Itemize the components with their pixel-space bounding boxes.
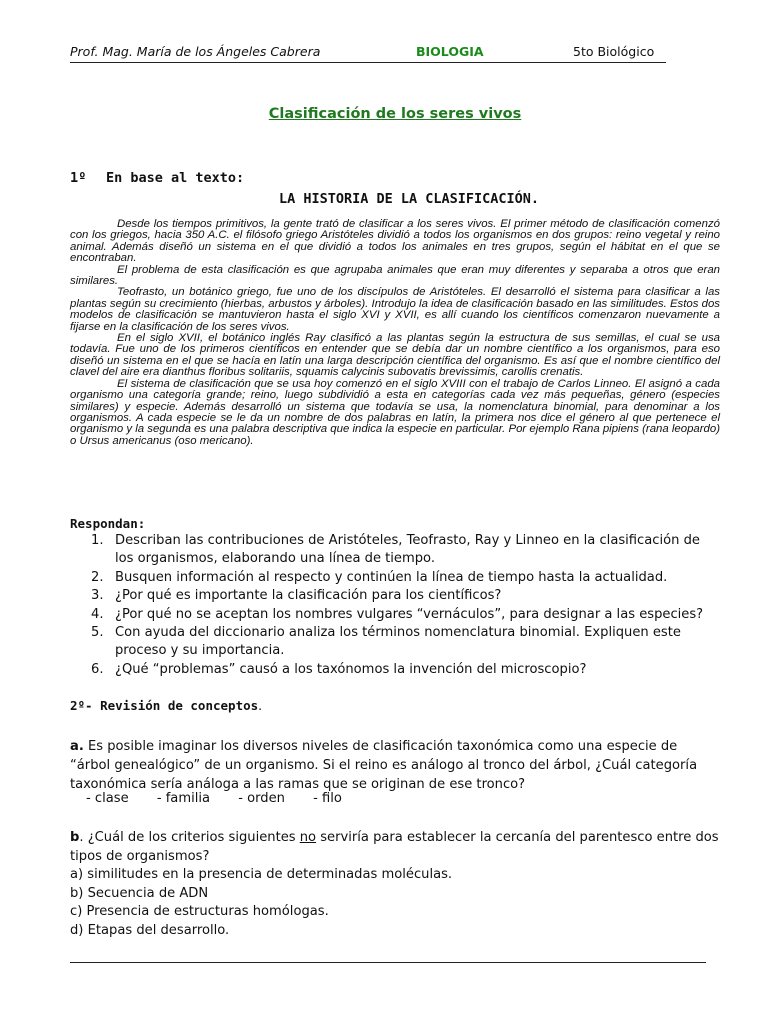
option-item: - filo [313,791,342,806]
header-course: 5to Biológico [573,44,655,59]
question-text-before: . ¿Cuál de los criterios siguientes [79,830,300,845]
respond-label: Respondan: [70,516,146,531]
question-letter: b [70,830,80,845]
question-list [80,532,720,679]
question-text: ¿Qué “problemas” causó a los taxónomos la invención del microscopio? [115,661,587,677]
question-b [70,829,720,941]
section1-label: En base al texto: [106,170,245,186]
question-text: Con ayuda del diccionario analiza los términos nomenclatura binomial. Expliquen este proceso y su importancia. [115,625,681,659]
option-item: - familia [156,791,211,806]
header-subject: BIOLOGIA [416,44,484,59]
section2-dot: . [258,698,263,713]
question-text: Describan las contribuciones de Aristóteles, Teofrasto, Ray y Linneo en la clasificación de los organismos, elaborando una línea de tiempo. [115,533,700,567]
history-text [70,219,720,447]
option-item: b) Secuencia de ADN [70,885,209,901]
question-b-stem [70,829,720,866]
question-letter: a. [70,739,84,754]
question-number: 1. [91,533,104,548]
question-number: 6. [91,661,104,677]
question-a-options [86,791,366,806]
section2-label: 2º- Revisión de conceptos [70,698,259,713]
question-number: 2. [91,569,104,585]
question-number: 5. [91,625,104,641]
option-item: - orden [238,791,285,806]
text-title: LA HISTORIA DE LA CLASIFICACIÓN. [278,191,540,207]
page-title: Clasificación de los seres vivos [268,106,522,122]
option-item: a) similitudes en la presencia de determinadas moléculas. [70,867,453,883]
option-item: c) Presencia de estructuras homólogas. [70,904,329,920]
footer-divider [70,962,706,963]
list-item [80,624,720,661]
header-author: Prof. Mag. María de los Ángeles Cabrera [70,44,321,59]
question-text: Es posible imaginar los diversos niveles de clasificación taxonómica como una especie de “árbol genealógico” de un organismo. Si el reino es análogo al tronco del árbol, ¿Cuál categoría taxonómica sería análoga a las ramas que se originan de ese tronco? [70,739,698,792]
question-number: 4. [91,606,104,622]
section2-heading [70,698,262,713]
question-text: ¿Por qué es importante la clasificación para los científicos? [115,588,502,604]
paragraph: Desde los tiempos primitivos, la gente trató de clasificar a los seres vivos. El primer método de clasificación comenzó con los griegos, hacia 350 A.C. el filósofo griego Aristóteles dividió a todos los organismos en dos grupos: reino vegetal y reino animal. Además diseñó un sistema en el que dividió a todos los animales en tres grupos, según el hábitat en el que se encontraban. [70,218,720,265]
page-header [70,44,666,63]
question-text: Busquen información al respecto y continúen la línea de tiempo hasta la actualidad. [115,569,668,585]
paragraph: El problema de esta clasificación es que agrupaba animales que eran muy diferentes y separaba a otros que eran similares. [70,263,720,288]
question-b-options [70,866,720,940]
option-item: - clase [86,791,129,806]
question-text: ¿Por qué no se aceptan los nombres vulgares “vernáculos”, para designar a las especies? [115,606,704,622]
paragraph: Teofrasto, un botánico griego, fue uno de los discípulos de Aristóteles. El desarrolló el sistema para clasificar a las plantas según su crecimiento (hierbas, arbustos y árboles). Introdujo la idea de clasificación basado en las similitudes. Estos dos modelos de clasificación se mantuvieron hasta el siglo XVI y XVII, es allí cuando los científicos comenzaron nuevamente a fijarse en la clasificación de los seres vivos. [70,286,720,333]
list-item [80,606,720,624]
question-a [70,737,720,794]
section1-number: 1º [70,170,87,186]
paragraph: En el siglo XVII, el botánico inglés Ray clasificó a las plantas según la estructura de sus semillas, el cual se usa todavía. Fue uno de los primeros científicos en entender que se debía dar un nombre científico a los organismos, para eso diseñó un sistema en el que se hacía en latín una larga descripción científica del organismo. Es así que el nombre científico del clavel del aire era dianthus floribus solitariis, squamis calycinis subovatis brevissimis, carollis crenatis. [70,332,720,379]
list-item [80,661,720,679]
list-item [80,587,720,605]
list-item [80,569,720,587]
list-item [80,532,720,569]
underlined-word: no [299,830,317,845]
option-item: d) Etapas del desarrollo. [70,922,230,938]
paragraph: El sistema de clasificación que se usa hoy comenzó en el siglo XVIII con el trabajo de Carlos Linneo. El asignó a cada organismo una categoría grande; reino, luego subdividió a esta en categorías cada vez más pequeñas, género (especies similares) y especie. Además desarrolló un sistema que todavía se usa, la nomenclatura binomial, para denominar a los organismos. A cada especie se le da un nombre de dos palabras en latín, la primera nos dice el género al que pertenece el organismo y la segunda es una palabra descriptiva que indica la especie en particular. Por ejemplo Rana pipiens (rana leopardo) o Ursus americanus (oso mericano). [70,377,720,447]
question-text-after: serviría para establecer la cercanía del parentesco entre dos tipos de organismos? [70,830,719,864]
question-number: 3. [91,588,104,604]
